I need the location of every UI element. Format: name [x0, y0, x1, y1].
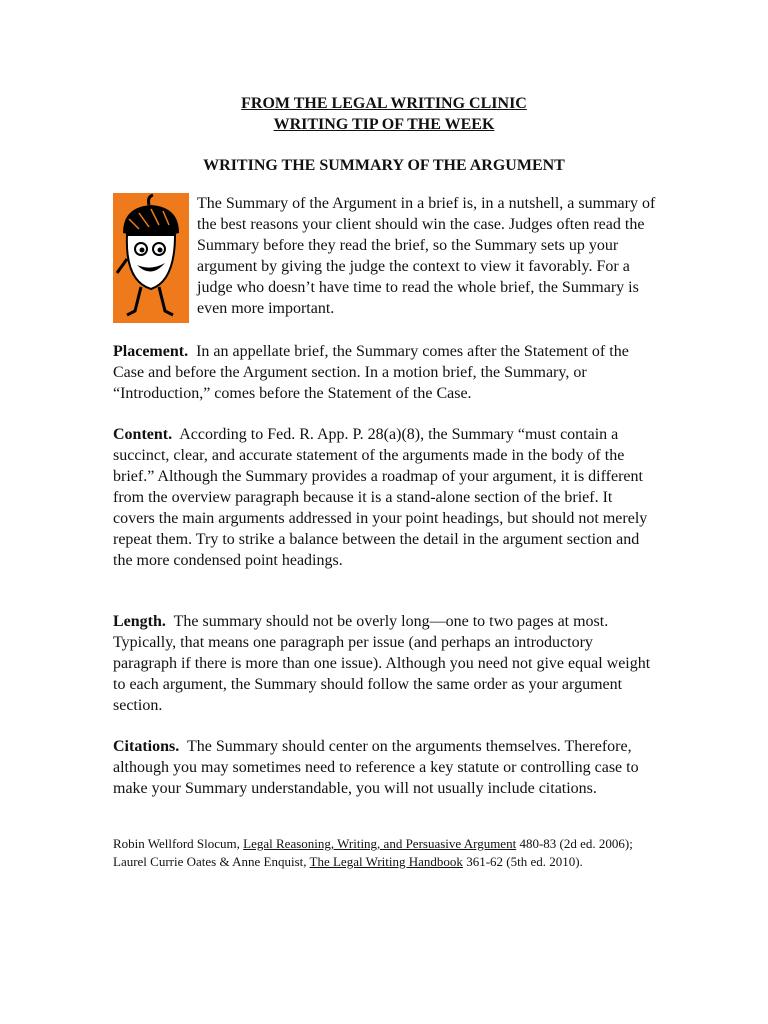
placement-section [113, 341, 658, 404]
intro-paragraph: The Summary of the Argument in a brief is, in a nutshell, a summary of the best reasons your client should win the case. Judges often read the Summary before they read the brief, so the Summary sets up your argument by giving the judge the context to view it favorably. For a judge who doesn’t have time to read the whole brief, the Summary is even more important. [197, 195, 656, 317]
length-label: Length. [113, 613, 166, 630]
tip-heading: WRITING TIP OF THE WEEK [273, 116, 495, 133]
references [113, 835, 658, 871]
acorn-mascot-icon [113, 193, 189, 323]
content-text: According to Fed. R. App. P. 28(a)(8), the Summary “must contain a succinct, clear, and accurate statement of the arguments made in the body of the brief.” Although the Summary provides a roadmap of your argument, it is different from the overview paragraph because it is a stand-alone section of the brief. It covers the main arguments addressed in your point headings, but should not merely repeat them. Try to strike a balance between the detail in the argument section and the more condensed point headings. [113, 426, 648, 569]
citations-text: The Summary should center on the arguments themselves. Therefore, although you may sometimes need to reference a key statute or controlling case to make your Summary understandable, you will not usually include citations. [113, 738, 639, 797]
content-section [113, 424, 658, 571]
clinic-heading: FROM THE LEGAL WRITING CLINIC [241, 95, 527, 112]
citations-label: Citations. [113, 738, 180, 755]
reference-cite-1: 480-83 (2d ed. 2006); Laurel Currie Oates & Anne Enquist, [113, 836, 633, 869]
placement-label: Placement. [113, 343, 189, 360]
reference-book-2: The Legal Writing Handbook [309, 854, 463, 869]
reference-book-1: Legal Reasoning, Writing, and Persuasive Argument [243, 836, 517, 851]
reference-author: Robin Wellford Slocum, [113, 836, 240, 851]
intro-section [113, 193, 658, 323]
placement-text: In an appellate brief, the Summary comes after the Statement of the Case and before the Argument section. In a motion brief, the Summary, or “Introduction,” comes before the Statement of the Case. [113, 343, 629, 402]
citations-section [113, 736, 658, 799]
length-section [113, 611, 658, 716]
content-label: Content. [113, 426, 173, 443]
reference-cite-2: 361-62 (5th ed. 2010). [466, 854, 583, 869]
length-text: The summary should not be overly long—one to two pages at most. Typically, that means one paragraph per issue (and perhaps an introductory paragraph if there is more than one issue). Although you need not give equal weight to each argument, the Summary should follow the same order as your argument section. [113, 613, 651, 714]
page-title: WRITING THE SUMMARY OF THE ARGUMENT [203, 157, 565, 174]
